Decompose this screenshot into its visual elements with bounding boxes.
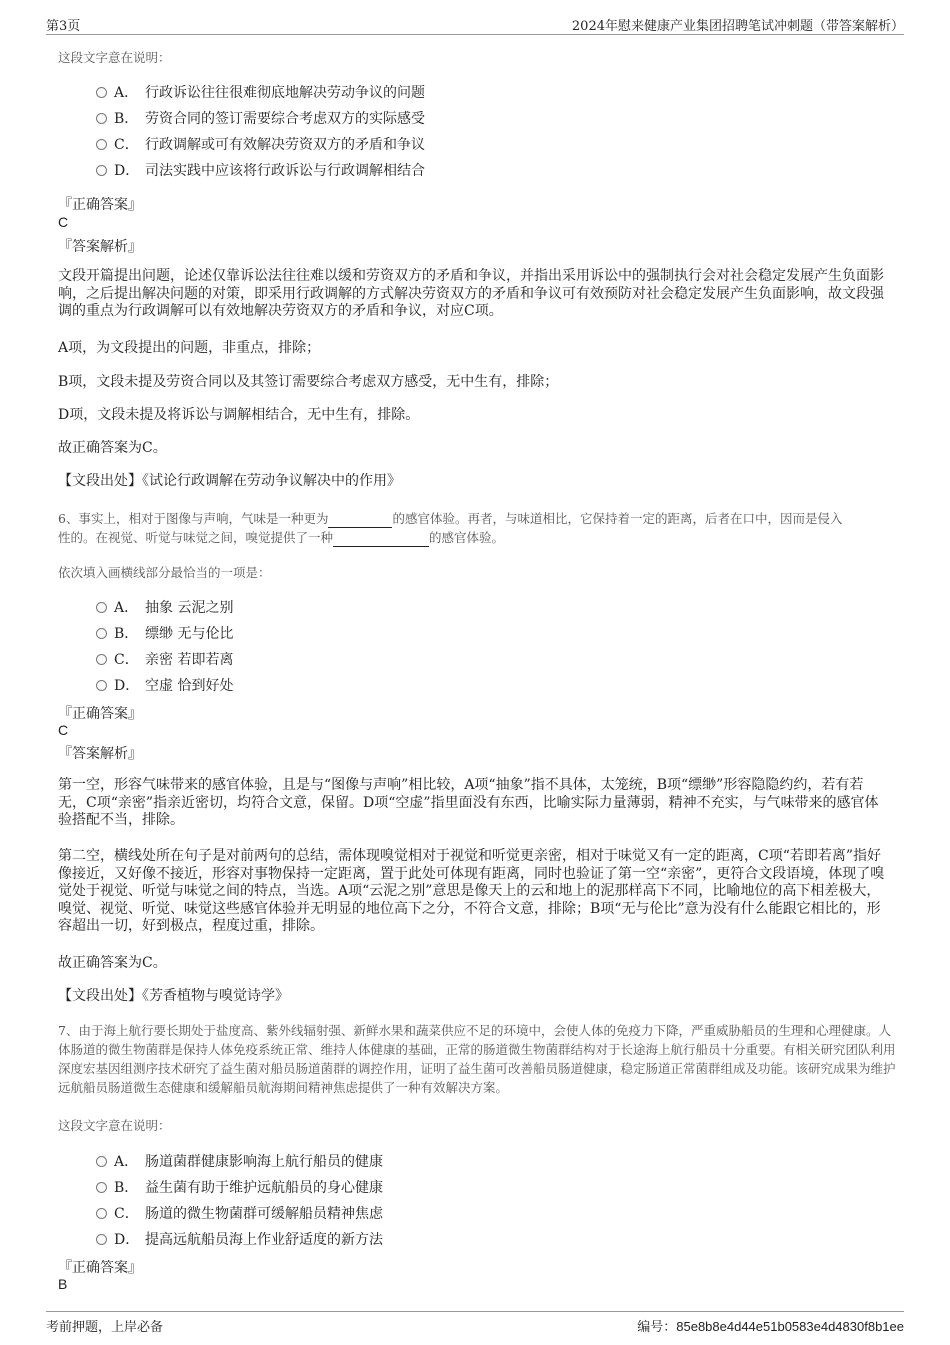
radio-icon[interactable] <box>96 602 107 613</box>
q5-analysis-label: 『答案解析』 <box>58 239 142 255</box>
radio-icon[interactable] <box>96 1234 107 1245</box>
radio-icon[interactable] <box>96 113 107 124</box>
q5-analysis-paragraph: B项，文段未提及劳资合同以及其签订需要综合考虑双方感受，无中生有，排除； <box>58 374 559 390</box>
q5-analysis-paragraph: 文段开篇提出问题，论述仅靠诉讼法往往难以缓和劳资双方的矛盾和争议，并指出采用诉讼中的强制执行会对社会稳定发展产生负面影响，之后提出解决问题的对策，即采用行政调解的方式解决劳资双方的矛盾和争议可有效预防对社会稳定发展产生负面影响，故文段强调的重点为行政调解可以有效地解决劳资双方的矛盾和争议，对应C项。 <box>58 268 884 319</box>
page-number: 第3页 <box>46 19 81 34</box>
q5-source: 【文段出处】《试论行政调解在劳动争议解决中的作用》 <box>58 473 401 489</box>
radio-icon[interactable] <box>96 165 107 176</box>
q6-analysis-paragraph: 第一空，形容气味带来的感官体验，且是与“图像与声响”相比较，A项“抽象”指不具体，太笼统，B项“缥缈”形容隐隐约约，若有若无，C项“亲密”指亲近密切，均符合文意，保留。D项“空虚”指里面没有东西，比喻实际力量薄弱，精神不充实，与气味带来的感官体验搭配不当，排除。 <box>58 777 879 828</box>
q5-analysis-paragraph: D项，文段未提及将诉讼与调解相结合，无中生有，排除。 <box>58 407 420 423</box>
q6-analysis-paragraph: 第二空，横线处所在句子是对前两句的总结，需体现嗅觉相对于视觉和听觉更亲密，相对于味觉又有一定的距离，C项“若即若离”指好像接近，又好像不接近，形容对事物保持一定距离，置于此处可体现有距离，同时也验证了第一空“亲密”，更符合文段语境，体现了嗅觉处于视觉、听觉与味觉之间的特点，当选。A项“云泥之别”意思是像天上的云和地上的泥那样高下不同，比喻地位的高下相差极大，嗅觉、视觉、听觉、味觉这些感官体验并无明显的地位高下之分，不符合文意，排除；B项“无与伦比”意为没有什么能跟它相比的，形容超出一切，好到极点，程度过重，排除。 <box>58 848 885 934</box>
footer-slogan: 考前押题，上岸必备 <box>46 1320 164 1335</box>
q5-intro: 这段文字意在说明： <box>58 50 171 65</box>
q5-analysis-paragraph: 故正确答案为C。 <box>58 440 167 456</box>
q6-stem: 6、事实上，相对于图像与声响，气味是一种更为 的感官体验。再者，与味道相比，它保持着一定的距离，后者在口中，因而是侵入 性的。在视觉、听觉与味觉之间，嗅觉提供了一种 的感官体验。 <box>58 511 843 545</box>
radio-icon[interactable] <box>96 1208 107 1219</box>
q7-answer: B <box>58 1276 68 1292</box>
q5-answer: C <box>58 214 69 230</box>
q5-analysis-paragraph: A项，为文段提出的问题，非重点，排除； <box>58 340 321 356</box>
answer-blank <box>328 515 392 528</box>
q6-answer-label: 『正确答案』 <box>58 706 142 722</box>
q7-intro: 这段文字意在说明： <box>58 1118 171 1133</box>
q6-analysis-label: 『答案解析』 <box>58 746 142 762</box>
radio-icon[interactable] <box>96 1156 107 1167</box>
q6-analysis-paragraph: 故正确答案为C。 <box>58 955 167 971</box>
q6-answer: C <box>58 722 69 738</box>
q5-answer-label: 『正确答案』 <box>58 197 142 213</box>
radio-icon[interactable] <box>96 1182 107 1193</box>
q7-answer-label: 『正确答案』 <box>58 1260 142 1276</box>
q7-stem: 7、由于海上航行要长期处于盐度高、紫外线辐射强、新鲜水果和蔬菜供应不足的环境中，会使人体的免疫力下降，严重威胁船员的生理和心理健康。人体肠道的微生物菌群是保持人体免疫系统正常、维持人体健康的基础，正常的肠道微生物菌群结构对于长途海上航行船员十分重要。有相关研究团队利用深度宏基因组测序技术研究了益生菌对船员肠道菌群的调控作用，证明了益生菌可改善船员肠道健康，稳定肠道正常菌群组成及功能。该研究成果为维护远航船员肠道微生态健康和缓解船员航海期间精神焦虑提供了一种有效解决方案。 <box>58 1023 896 1095</box>
page-footer <box>46 1311 904 1336</box>
radio-icon[interactable] <box>96 680 107 691</box>
radio-icon[interactable] <box>96 87 107 98</box>
page-header <box>46 12 904 35</box>
q6-source: 【文段出处】《芳香植物与嗅觉诗学》 <box>58 988 289 1004</box>
q6-prompt: 依次填入画横线部分最恰当的一项是： <box>58 565 271 580</box>
document-page: 第3页 2024年慰来健康产业集团招聘笔试冲刺题（带答案解析） 这段文字意在说明： A． 行政诉讼往往很难彻底地解决劳动争议的问题 B． 劳资合同的签订需要综合考虑双方的实际感受 C． 行政调解或可有效解决劳资双方的矛盾和争议 D． 司法实践中应该将行政诉讼与行政调解相结合 『正确答案』 C 『答案解析』 文段开篇提出问题，论述仅靠诉讼法往往难以缓和劳资双方的矛盾和争议，并指出采用诉讼中的强制执行会对社会稳定发展产生负面影响，之后提出解决问题的对策，即采用行政调解的方式解决劳资双方的矛盾和争议可有效预防对社会稳定发展产生负面影响，故文段强调的重点为行政调解可以有效地解决劳资双方的矛盾和争议，对应C项。 A项，为文段提出的问题，非重点，排除； B项，文段未提及劳资合同以及其签订需要综合考虑双方感受，无中生有，排除； D项，文段未提及将诉讼与调解相结合，无中生有，排除。 故正确答案为C。 【文段出处】《试论行政调解在劳动争议解决中的作用》 6、事实上，相对于图像与声响，气味是一种更为 的感官体验。再者，与味道相比，它保持着一定的距离，后者在口中，因而是侵入 性的。在视觉、听觉与味觉之间，嗅觉提供了一种 的感官体验。 依次填入画横线部分最恰当的一项是： A． 抽象 云泥之别 B． 缥缈 无与伦比 C． 亲密 若即若离 D． 空虚 恰到好处 『正确答案』 C 『答案解析』 第一空，形容气味带来的感官体验，且是与“图像与声响”相比较，A项“抽象”指不具体，太笼统，B项“缥缈”形容隐隐约约，若有若无，C项“亲密”指亲近密切，均符合文意，保留。D项“空虚”指里面没有东西，比喻实际力量薄弱，精神不充实，与气味带来的感官体验搭配不当，排除。 第二空，横线处所在句子是对前两句的总结，需体现嗅觉相对于视觉和听觉更亲密，相对于味觉又有一定的距离，C项“若即若离”指好像接近，又好像不接近，形容对事物保持一定距离，置于此处可体现有距离，同时也验证了第一空“亲密”，更符合文段语境，体现了嗅觉处于视觉、听觉与味觉之间的特点，当选。A项“云泥之别”意思是像天上的云和地上的泥那样高下不同，比喻地位的高下相差极大，嗅觉、视觉、听觉、味觉这些感官体验并无明显的地位高下之分，不符合文意，排除；B项“无与伦比”意为没有什么能跟它相比的，形容超出一切，好到极点，程度过重，排除。 故正确答案为C。 【文段出处】《芳香植物与嗅觉诗学》 7、由于海上航行要长期处于盐度高、紫外线辐射强、新鲜水果和蔬菜供应不足的环境中，会使人体的免疫力下降，严重威胁船员的生理和心理健康。人体肠道的微生物菌群是保持人体免疫系统正常、维持人体健康的基础，正常的肠道微生物菌群结构对于长途海上航行船员十分重要。有相关研究团队利用深度宏基因组测序技术研究了益生菌对船员肠道菌群的调控作用，证明了益生菌可改善船员肠道健康，稳定肠道正常菌群组成及功能。该研究成果为维护远航船员肠道微生态健康和缓解船员航海期间精神焦虑提供了一种有效解决方案。 这段文字意在说明： A． 肠道菌群健康影响海上航行船员的健康 B． 益生菌有助于维护远航船员的身心健康 C． 肠道的微生物菌群可缓解船员精神焦虑 D． 提高远航船员海上作业舒适度的新方法 『正确答案』 B 考前押题，上岸必备 编号：85e8b8e4d44e51b0583e4d4830f8b1ee <box>0 0 950 1345</box>
document-code: 编号：85e8b8e4d44e51b0583e4d4830f8b1ee <box>637 1319 904 1335</box>
answer-blank <box>333 534 429 547</box>
document-title: 2024年慰来健康产业集团招聘笔试冲刺题（带答案解析） <box>571 19 904 34</box>
radio-icon[interactable] <box>96 628 107 639</box>
radio-icon[interactable] <box>96 654 107 665</box>
radio-icon[interactable] <box>96 139 107 150</box>
